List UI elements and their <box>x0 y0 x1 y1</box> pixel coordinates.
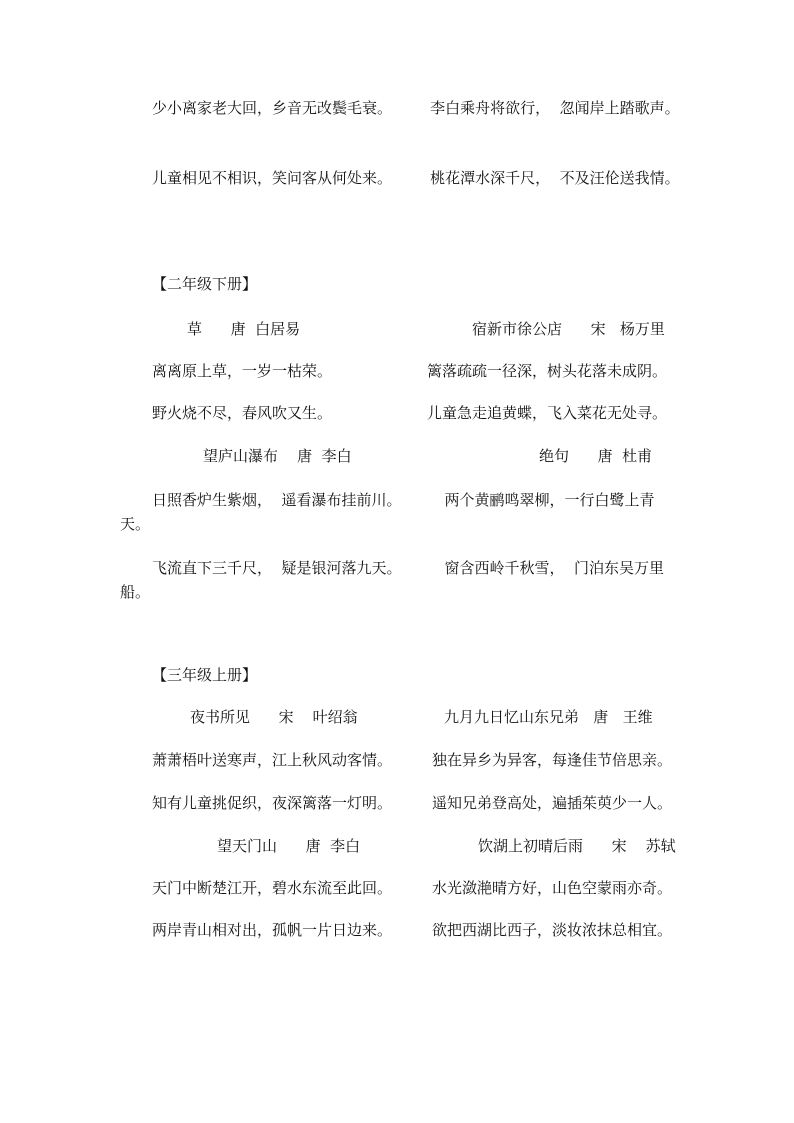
top-line-2: 儿童相见不相识，笑问客从何处来。 桃花潭水深千尺， 不及汪伦送我情。 <box>152 169 680 187</box>
section-heading: 【二年级下册】 <box>152 275 258 293</box>
poem-title-left: 望天门山 唐 李白 <box>217 837 361 855</box>
section-heading: 【三年级上册】 <box>152 666 258 684</box>
poem-line: 独在异乡为异客，每逢佳节倍思亲。 <box>432 751 673 769</box>
poem-title-left: 夜书所见 宋 叶绍翁 <box>190 708 358 726</box>
poem-line: 儿童急走追黄蝶，飞入菜花无处寻。 <box>427 404 668 422</box>
poem-line: 遥知兄弟登高处，遍插茱萸少一人。 <box>432 794 673 812</box>
poem-line: 野火烧不尽，春风吹又生。 <box>152 404 333 422</box>
poem-title-left: 草 唐 白居易 <box>187 320 301 338</box>
poem-line: 水光潋滟晴方好，山色空蒙雨亦奇。 <box>432 879 673 897</box>
poem-line: 篱落疏疏一径深，树头花落未成阴。 <box>427 362 668 380</box>
poem-line: 知有儿童挑促织，夜深篱落一灯明。 <box>152 794 393 812</box>
poem-line: 欲把西湖比西子，淡妆浓抹总相宜。 <box>432 921 673 939</box>
poem-title-left: 望庐山瀑布 唐 李白 <box>203 447 352 465</box>
poem-mixed-line: 飞流直下三千尺， 疑是银河落九天。 窗含西岭千秋雪， 门泊东吴万里船。 <box>120 559 664 601</box>
poem-line: 离离原上草，一岁一枯荣。 <box>152 362 333 380</box>
poem-title-right: 宿新市徐公店 宋 杨万里 <box>472 320 665 338</box>
poem-mixed-line: 日照香炉生紫烟， 遥看瀑布挂前川。 两个黄鹂鸣翠柳，一行白鹭上青天。 <box>120 491 655 533</box>
poem-line: 萧萧梧叶送寒声，江上秋风动客情。 <box>152 751 393 769</box>
poem-title-right: 饮湖上初晴后雨 宋 苏轼 <box>478 837 676 855</box>
poem-line: 两岸青山相对出，孤帆一片日边来。 <box>152 921 393 939</box>
poem-title-right: 绝句 唐 杜甫 <box>539 447 653 465</box>
poem-title-right: 九月九日忆山东兄弟 唐 王维 <box>444 708 653 726</box>
poem-line: 天门中断楚江开，碧水东流至此回。 <box>152 879 393 897</box>
top-line-1: 少小离家老大回，乡音无改鬓毛衰。 李白乘舟将欲行， 忽闻岸上踏歌声。 <box>152 99 680 117</box>
